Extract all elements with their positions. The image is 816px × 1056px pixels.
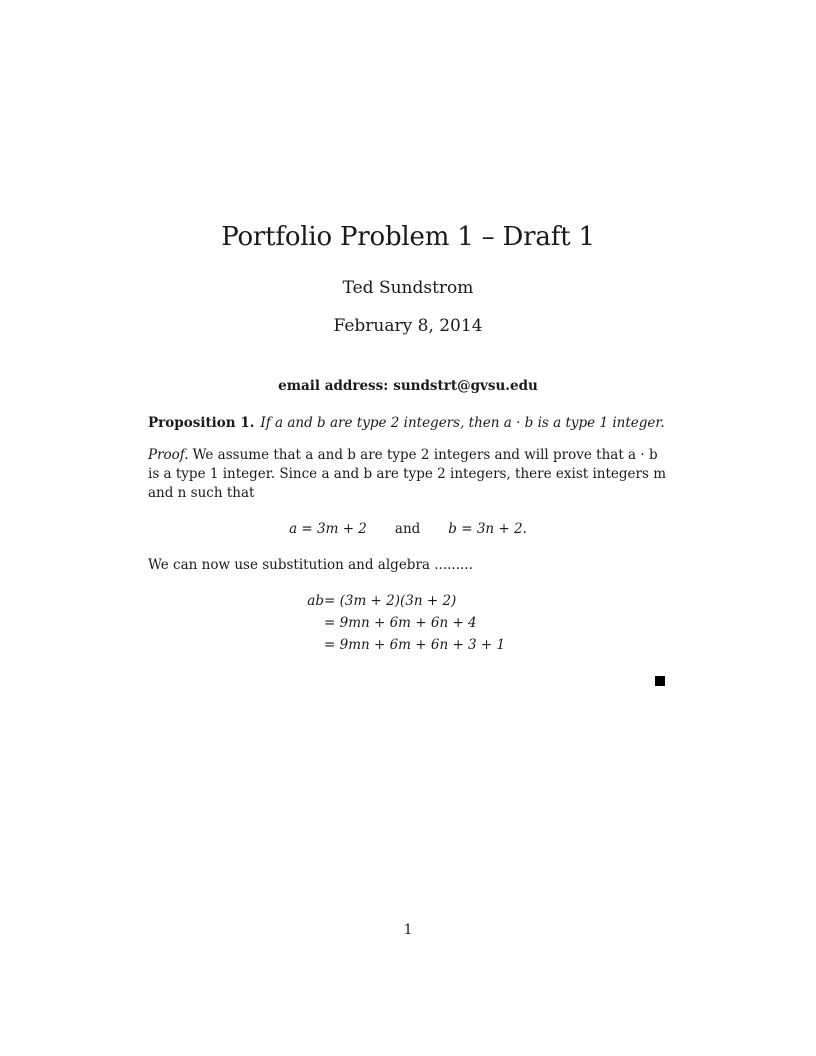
equation-left: a = 3m + 2 — [289, 521, 367, 537]
proof-text: We assume that a and b are type 2 integers and will prove that a · b is a type 1 integer. Since a and b are type 2 integers, there exist integers m and n such that — [148, 447, 666, 501]
aligned-rhs: = 9mn + 6m + 6n + 3 + 1 — [324, 637, 506, 653]
proof-paragraph — [148, 446, 666, 503]
email-address: sundstrt@gvsu.edu — [393, 378, 538, 394]
proposition-text: If a and b are type 2 integers, then a · b is a type 1 integer. — [260, 415, 665, 431]
email-line — [0, 378, 816, 394]
proposition-label: Proposition 1. — [148, 415, 255, 431]
equation-right: b = 3n + 2 — [448, 521, 523, 537]
aligned-row — [0, 612, 816, 634]
equation-and: and — [394, 521, 421, 537]
aligned-row — [0, 634, 816, 656]
aligned-row — [0, 590, 816, 612]
equation-period: . — [522, 521, 527, 537]
proof-label: Proof. — [148, 447, 189, 463]
aligned-rhs: = 9mn + 6m + 6n + 4 — [324, 615, 477, 631]
document-author: Ted Sundstrom — [342, 278, 474, 298]
aligned-lhs: ab — [307, 593, 324, 609]
page-number: 1 — [403, 922, 413, 938]
aligned-equations — [0, 590, 816, 656]
substitution-text: We can now use substitution and algebra ......... — [148, 557, 473, 573]
proposition — [148, 414, 666, 433]
document-title: Portfolio Problem 1 – Draft 1 — [221, 222, 595, 252]
email-label: email address: — [278, 378, 389, 394]
qed-square-icon — [655, 676, 665, 686]
document-date: February 8, 2014 — [333, 316, 483, 336]
display-equation — [0, 520, 816, 539]
aligned-rhs: = (3m + 2)(3n + 2) — [324, 593, 457, 609]
